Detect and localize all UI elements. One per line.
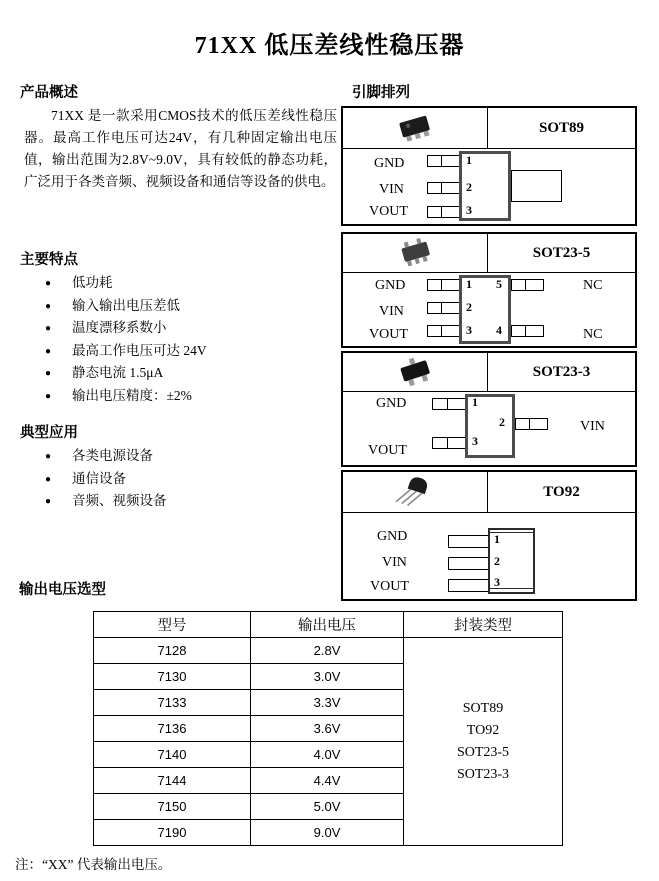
- package-type: SOT23-3: [456, 766, 510, 782]
- feature-text: 输出电压精度：±2%: [72, 387, 192, 403]
- pin-number: 3: [466, 203, 472, 217]
- overview-paragraph: 71XX 是一款采用CMOS技术的低压差线性稳压器。最高工作电压可达24V，有几种固定输出电压值，输出范围为2.8V~9.0V，具有较低的静态功耗，广泛用于各类音频、视频设备和通信等设备的供电。: [24, 108, 337, 189]
- pin-stub: [515, 418, 548, 430]
- pin-lead: [448, 557, 490, 570]
- model-cell: 7133: [94, 690, 251, 716]
- overview-heading: 产品概述: [20, 85, 78, 101]
- pin-label-vout: VOUT: [369, 327, 408, 342]
- package-name: SOT23-5: [532, 244, 591, 261]
- features-list: [45, 272, 207, 407]
- package-types-cell: [404, 638, 563, 846]
- pin-number: 1: [472, 395, 478, 409]
- application-item: [45, 468, 167, 491]
- pin-label-gnd: GND: [376, 396, 407, 411]
- table-header-row: [94, 612, 563, 638]
- package-name: SOT23-3: [532, 363, 591, 380]
- package-photo-cell: [343, 472, 488, 512]
- pin-stub: [427, 302, 460, 314]
- feature-item: [45, 317, 207, 340]
- feature-item: [45, 272, 207, 295]
- package-block-sot23-3: [341, 351, 637, 467]
- bullet-icon: ●: [45, 300, 52, 312]
- package-type: SOT89: [462, 700, 504, 716]
- col-header-package: 封装类型: [404, 612, 563, 638]
- pin-label-vout: VOUT: [370, 579, 409, 594]
- voltage-cell: 5.0V: [251, 794, 404, 820]
- pin-label-nc: NC: [583, 327, 603, 342]
- voltage-cell: 9.0V: [251, 820, 404, 846]
- package-photo-cell: [343, 108, 488, 148]
- bullet-icon: ●: [45, 473, 52, 485]
- feature-item: [45, 385, 207, 408]
- feature-item: [45, 362, 207, 385]
- feature-text: 输入输出电压差低: [72, 297, 180, 313]
- pin-label-nc: NC: [583, 278, 603, 293]
- sot89-package-icon: [389, 112, 441, 144]
- package-block-sot23-5: [341, 232, 637, 348]
- table-row: [94, 638, 563, 664]
- pin-number: 2: [466, 180, 472, 194]
- voltage-cell: 2.8V: [251, 638, 404, 664]
- voltage-cell: 4.4V: [251, 768, 404, 794]
- feature-text: 温度漂移系数小: [72, 320, 167, 335]
- package-type: TO92: [466, 722, 500, 738]
- bullet-icon: ●: [45, 496, 52, 507]
- footnote: 注：“XX” 代表输出电压。: [15, 857, 172, 872]
- feature-item: [45, 340, 207, 363]
- pin-stub: [427, 279, 460, 291]
- to92-package-icon: [392, 474, 438, 510]
- sot23-5-package-icon: [389, 237, 441, 269]
- model-cell: 7190: [94, 820, 251, 846]
- pin-number: 3: [472, 434, 478, 448]
- pinout-heading: 引脚排列: [352, 85, 410, 101]
- pin-stub: [427, 155, 461, 167]
- bullet-icon: ●: [45, 278, 52, 289]
- pin-number: 2: [499, 415, 505, 429]
- bullet-icon: ●: [45, 390, 52, 402]
- feature-text: 低功耗: [72, 275, 113, 290]
- pin-stub: [511, 279, 544, 291]
- package-photo-cell: [343, 353, 488, 391]
- page-title: 71XX 低压差线性稳压器: [194, 33, 465, 59]
- application-text: 音频、视频设备: [72, 493, 167, 508]
- col-header-voltage: 输出电压: [251, 612, 404, 638]
- pin-label-vout: VOUT: [368, 443, 407, 458]
- model-cell: 7128: [94, 638, 251, 664]
- pin-lead: [448, 535, 490, 548]
- pin-label-vin: VIN: [580, 419, 605, 434]
- feature-text: 最高工作电压可达 24V: [72, 342, 207, 358]
- model-cell: 7130: [94, 664, 251, 690]
- selection-heading: 输出电压选型: [19, 582, 106, 598]
- application-item: [45, 490, 167, 513]
- pin-number: 3: [494, 575, 500, 589]
- pin-label-gnd: GND: [374, 156, 405, 171]
- chip-tab: [511, 170, 562, 202]
- application-text: 各类电源设备: [72, 448, 153, 463]
- pin-number: 3: [466, 323, 472, 337]
- pin-number: 5: [496, 277, 502, 291]
- pin-label-gnd: GND: [375, 278, 406, 293]
- bullet-icon: ●: [45, 345, 52, 357]
- pin-label-vout: VOUT: [369, 204, 408, 219]
- pin-label-vin: VIN: [379, 182, 404, 197]
- pin-number: 1: [466, 153, 472, 167]
- applications-heading: 典型应用: [20, 425, 78, 441]
- feature-item: [45, 295, 207, 318]
- package-block-sot89: [341, 106, 637, 226]
- pin-stub: [511, 325, 544, 337]
- voltage-cell: 3.6V: [251, 716, 404, 742]
- pin-stub: [427, 206, 461, 218]
- pin-number: 2: [466, 300, 472, 314]
- feature-text: 静态电流 1.5μA: [72, 365, 164, 380]
- applications-list: [45, 445, 167, 513]
- bullet-icon: ●: [45, 451, 52, 462]
- model-cell: 7150: [94, 794, 251, 820]
- application-item: [45, 445, 167, 468]
- col-header-model: 型号: [94, 612, 251, 638]
- package-photo-cell: [343, 234, 488, 272]
- voltage-cell: 3.0V: [251, 664, 404, 690]
- application-text: 通信设备: [72, 470, 126, 486]
- sot23-3-package-icon: [389, 355, 441, 389]
- pin-number: 2: [494, 554, 500, 568]
- package-name: SOT89: [538, 119, 584, 136]
- pin-number: 1: [466, 277, 472, 291]
- features-heading: 主要特点: [20, 252, 78, 268]
- pin-number: 4: [496, 323, 502, 337]
- pin-stub: [432, 437, 467, 449]
- model-cell: 7140: [94, 742, 251, 768]
- package-block-to92: [341, 470, 637, 601]
- pin-stub: [427, 325, 460, 337]
- model-cell: 7144: [94, 768, 251, 794]
- pin-label-vin: VIN: [379, 304, 404, 319]
- bullet-icon: ●: [45, 323, 52, 334]
- pin-number: 1: [494, 532, 500, 546]
- package-name: TO92: [543, 483, 580, 500]
- voltage-cell: 4.0V: [251, 742, 404, 768]
- pin-stub: [432, 398, 467, 410]
- bullet-icon: ●: [45, 368, 52, 379]
- voltage-selection-table: [93, 611, 563, 846]
- package-type: SOT23-5: [456, 744, 510, 760]
- voltage-cell: 3.3V: [251, 690, 404, 716]
- pin-label-gnd: GND: [377, 529, 408, 544]
- model-cell: 7136: [94, 716, 251, 742]
- pin-lead: [448, 579, 490, 592]
- pin-label-vin: VIN: [382, 555, 407, 570]
- pin-stub: [427, 182, 461, 194]
